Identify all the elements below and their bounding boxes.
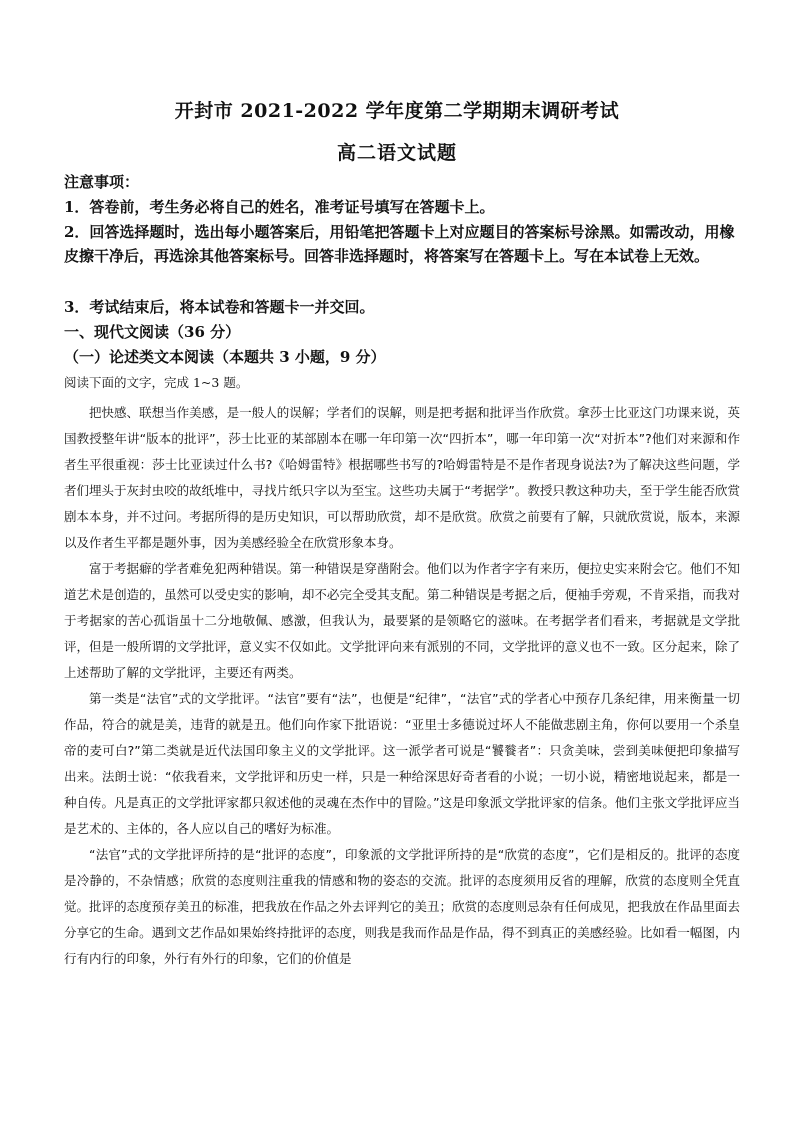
section-subheading: （一）论述类文本阅读（本题共 3 小题，9 分） bbox=[64, 348, 386, 366]
exam-subtitle: 高二语文试题 bbox=[336, 142, 457, 164]
notices-heading: 注意事项： bbox=[64, 173, 140, 191]
passage-paragraph-1: 把快感、联想当作美感，是一般人的误解；学者们的误解，则是把考据和批评当作欣赏。拿莎士比亚这门功课来说，英国教授整年讲“版本的批评”，莎士比亚的某部剧本在哪一年印第一次“四折本”，哪一年印第一次“对折本”?他们对来源和作者生平很重视：莎士比亚读过什么书?《哈姆雷特》根据哪些书写的?哈姆雷特是不是作者现身说法?为了解决这些问题，学者们埋头于灰封虫咬的故纸堆中，寻找片纸只字以为至宝。这些功夫属于“考据学”。教授只教这种功夫，至于学生能否欣赏剧本本身，并不过问。考据所得的是历史知识，可以帮助欣赏，却不是欣赏。欣赏之前要有了解，只就欣赏说，版本，来源以及作者生平都是题外事，因为美感经验全在欣赏形象本身。 bbox=[64, 405, 740, 550]
notice-item-1: 1．答卷前，考生务必将自己的姓名，准考证号填写在答题卡上。 bbox=[64, 198, 495, 216]
passage-paragraph-3: 第一类是“法官”式的文学批评。“法官”要有“法”，也便是“纪律”，“法官”式的学者心中预存几条纪律，用来衡量一切作品，符合的就是美，违背的就是丑。他们向作家下批语说：“亚里士多德说过坏人不能做悲剧主角，你何以要用一个杀皇帝的麦可白?”第二类就是近代法国印象主义的文学批评。这一派学者可说是“饕餮者”：只贪美味，尝到美味便把印象描写出来。法朗士说：“依我看来，文学批评和历史一样，只是一种给深思好奇者看的小说；一切小说，精密地说起来，都是一种自传。凡是真正的文学批评家都只叙述他的灵魂在杰作中的冒险。”这是印象派文学批评家的信条。他们主张文学批评应当是艺术的、主体的，各人应以自己的嗜好为标准。 bbox=[64, 691, 740, 836]
passage-paragraph-2: 富于考据癖的学者难免犯两种错误。第一种错误是穿凿附会。他们以为作者字字有来历，便拉史实来附会它。他们不知道艺术是创造的，虽然可以受史实的影响，却不必完全受其支配。第二种错误是考据之后，便袖手旁观，不肯采指，而我对于考据家的苦心孤诣虽十二分地敬佩、感激，但我认为，最要紧的是领略它的滋味。在考据学者们看来，考据就是文学批评，但是一般所谓的文学批评，意义实不仅如此。文学批评向来有派别的不同，文学批评的意义也不一致。区分起来，除了上述帮助了解的文学批评，主要还有两类。 bbox=[64, 561, 740, 680]
reading-passage bbox=[64, 400, 740, 972]
notice-item-2: 2．回答选择题时，选出每小题答案后，用铅笔把答题卡上对应题目的答案标号涂黑。如需改动，用橡皮擦干净后，再选涂其他答案标号。回答非选择题时，将答案写在答题卡上。写在本试卷上无效。 bbox=[64, 223, 735, 265]
exam-title: 开封市 2021-2022 学年度第二学期期末调研考试 bbox=[174, 100, 620, 122]
passage-paragraph-4: “法官”式的文学批评所持的是“批评的态度”，印象派的文学批评所持的是“欣赏的态度”，它们是相反的。批评的态度是冷静的，不杂情感；欣赏的态度则注重我的情感和物的姿态的交流。批评的态度须用反省的理解，欣赏的态度则全凭直觉。批评的态度预存美丑的标准，把我放在作品之外去评判它的美丑；欣赏的态度则忌杂有任何成见，把我放在作品里面去分享它的生命。遇到文艺作品如果始终持批评的态度，则我是我而作品是作品，得不到真正的美感经验。比如看一幅图，内行有内行的印象，外行有外行的印象，它们的价值是 bbox=[64, 847, 740, 966]
notice-item-3: 3．考试结束后，将本试卷和答题卡一并交回。 bbox=[64, 298, 375, 316]
section-heading: 一、现代文阅读（36 分） bbox=[64, 323, 241, 341]
reading-instruction: 阅读下面的文字，完成 1~3 题。 bbox=[64, 375, 249, 390]
